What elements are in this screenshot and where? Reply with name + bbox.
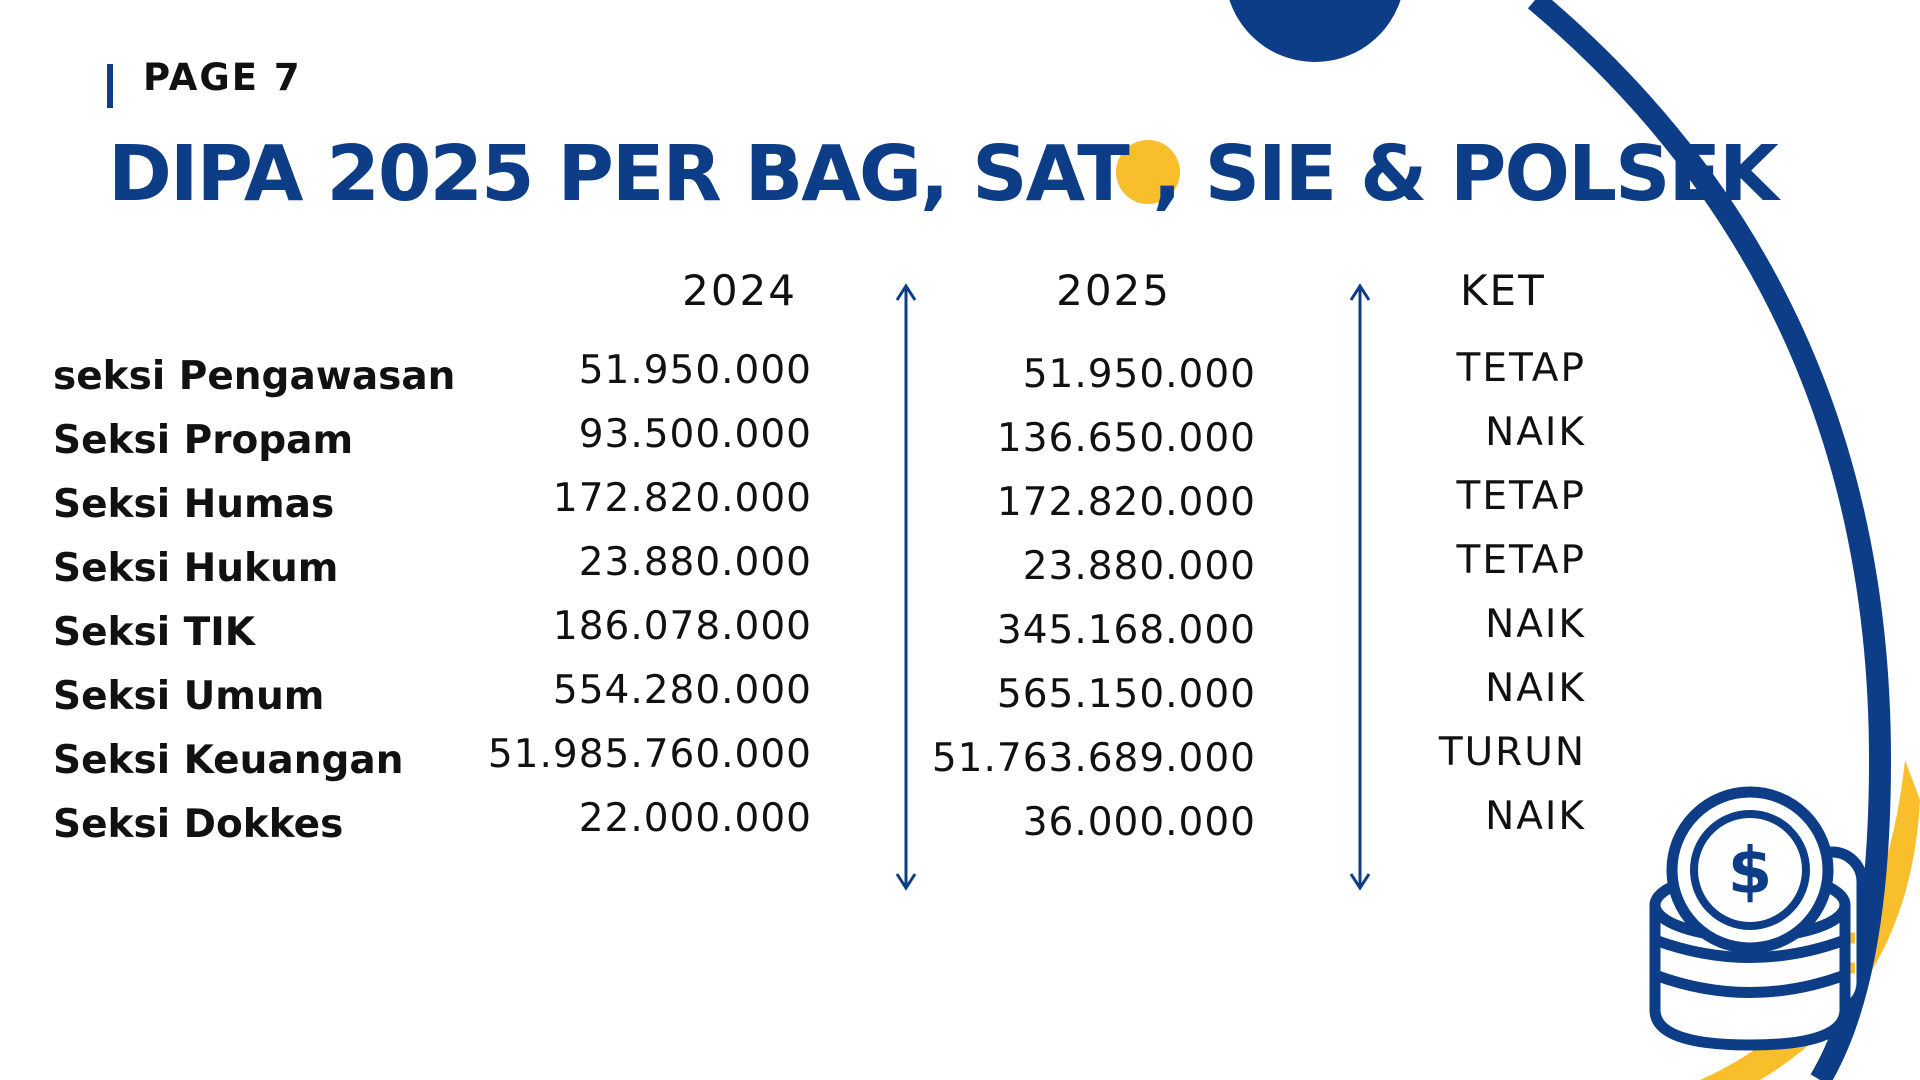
page-title: DIPA 2025 PER BAG, SAT , SIE & POLSEK [108, 130, 1777, 219]
ket-status: NAIK [1485, 602, 1586, 647]
value-2024: 51.950.000 [578, 348, 812, 393]
row-label: seksi Pengawasan [53, 354, 456, 399]
value-2025: 172.820.000 [996, 480, 1256, 525]
ket-status: NAIK [1485, 410, 1586, 455]
page-label: PAGE 7 [143, 56, 302, 99]
value-2025: 23.880.000 [1022, 544, 1256, 589]
ket-status: TETAP [1456, 538, 1586, 583]
row-label: Seksi Dokkes [53, 802, 344, 847]
value-2024: 22.000.000 [578, 796, 812, 841]
header-2025: 2025 [1056, 266, 1171, 315]
ket-status: TETAP [1456, 346, 1586, 391]
value-2025: 51.950.000 [1022, 352, 1256, 397]
row-label: Seksi TIK [53, 610, 255, 655]
svg-text:$: $ [1727, 835, 1773, 909]
ket-status: NAIK [1485, 666, 1586, 711]
header-2024: 2024 [682, 266, 797, 315]
value-2024: 23.880.000 [578, 540, 812, 585]
value-2024: 172.820.000 [552, 476, 812, 521]
value-2025: 51.763.689.000 [931, 736, 1256, 781]
row-label: Seksi Umum [53, 674, 325, 719]
row-label: Seksi Propam [53, 418, 354, 463]
value-2024: 93.500.000 [578, 412, 812, 457]
ket-status: TURUN [1438, 730, 1586, 775]
row-label: Seksi Keuangan [53, 738, 404, 783]
value-2024: 186.078.000 [552, 604, 812, 649]
value-2025: 136.650.000 [996, 416, 1256, 461]
value-2025: 345.168.000 [996, 608, 1256, 653]
row-label: Seksi Hukum [53, 546, 339, 591]
row-label: Seksi Humas [53, 482, 335, 527]
value-2025: 565.150.000 [996, 672, 1256, 717]
ket-status: TETAP [1456, 474, 1586, 519]
header-ket: KET [1460, 266, 1546, 315]
value-2025: 36.000.000 [1022, 800, 1256, 845]
value-2024: 51.985.760.000 [487, 732, 812, 777]
ket-status: NAIK [1485, 794, 1586, 839]
value-2024: 554.280.000 [552, 668, 812, 713]
